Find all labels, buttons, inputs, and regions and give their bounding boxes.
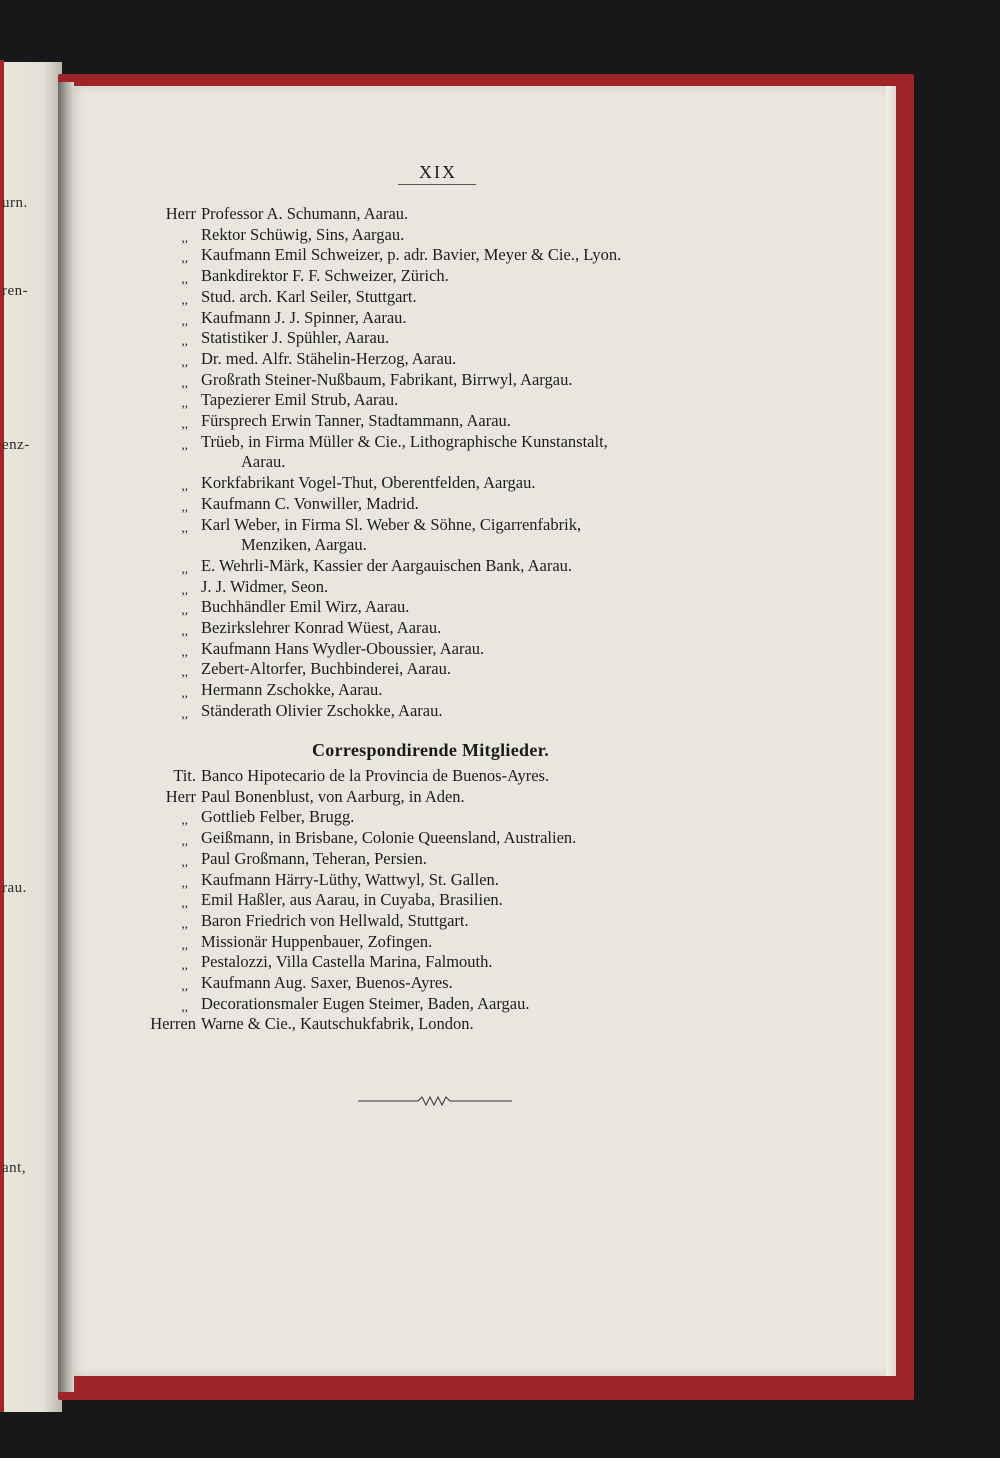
previous-page-fragment: urn. [2, 195, 28, 211]
entry-label: ,, [181, 664, 188, 680]
entry-label: ,, [181, 978, 188, 993]
entry-label: ,, [181, 353, 188, 369]
entry-text: Pestalozzi, Villa Castella Marina, Falmouth. [201, 952, 493, 972]
entry-label: ,, [181, 436, 188, 452]
entry-continuation: Aarau. [241, 452, 286, 472]
entry-label: ,, [181, 936, 188, 952]
entry-text: Kaufmann Emil Schweizer, p. adr. Bavier, Meyer & Cie., Lyon. [201, 245, 622, 265]
entry-label: ,, [181, 478, 188, 494]
entry-text: Kaufmann Aug. Saxer, Buenos-Ayres. [201, 973, 453, 992]
entry-text: Kaufmann Härry-Lüthy, Wattwyl, St. Gallen. [201, 869, 499, 889]
closing-ornament [358, 1093, 512, 1109]
entry-continuation: Menziken, Aargau. [241, 535, 367, 555]
entry-text: Ständerath Olivier Zschokke, Aarau. [201, 700, 443, 720]
entry-text: Korkfabrikant Vogel-Thut, Oberentfelden, Aargau. [201, 473, 536, 493]
entry-text: Stud. arch. Karl Seiler, Stuttgart. [201, 286, 417, 306]
entry-label: ,, [181, 229, 188, 245]
entry-label: ,, [181, 333, 188, 349]
entry-text: Karl Weber, in Firma Sl. Weber & Söhne, Cigarrenfabrik, [201, 514, 582, 534]
entry-label: ,, [181, 998, 188, 1014]
entry-label: ,, [181, 271, 188, 287]
entry-text: Emil Haßler, aus Aarau, in Cuyaba, Brasilien. [201, 890, 503, 910]
entry-text: Kaufmann J. J. Spinner, Aarau. [201, 307, 407, 327]
entry-label: ,, [181, 685, 188, 701]
section-heading: Correspondirende Mitglieder. [312, 740, 550, 760]
entry-label: ,, [181, 395, 188, 411]
entry-text: Kaufmann Hans Wydler-Oboussier, Aarau. [201, 638, 485, 658]
entry-label: ,, [181, 519, 188, 535]
entry-label: ,, [181, 643, 188, 659]
entry-label: ,, [181, 623, 188, 638]
entry-text: Tapezierer Emil Strub, Aarau. [201, 390, 399, 410]
entry-text: Paul Bonenblust, von Aarburg, in Aden. [201, 786, 465, 806]
entry-text: Großrath Steiner-Nußbaum, Fabrikant, Birrwyl, Aargau. [201, 369, 573, 389]
entry-label: ,, [181, 874, 188, 890]
entry-text: Bezirkslehrer Konrad Wüest, Aarau. [201, 618, 442, 637]
entry-text: Rektor Schüwig, Sins, Aargau. [201, 224, 405, 244]
previous-page-fragment: ant, [2, 1160, 27, 1176]
entry-label: Tit. [173, 766, 196, 785]
page-number: XIX [419, 162, 457, 182]
entry-label: ,, [181, 291, 188, 307]
entry-label: ,, [181, 312, 188, 328]
entry-text: Geißmann, in Brisbane, Colonie Queensland, Australien. [201, 828, 577, 848]
entry-label: ,, [181, 602, 188, 618]
entry-text: Statistiker J. Spühler, Aarau. [201, 328, 390, 348]
entry-label: ,, [181, 250, 188, 266]
entry-text: Kaufmann C. Vonwiller, Madrid. [201, 493, 419, 513]
entry-text: Trüeb, in Firma Müller & Cie., Lithographische Kunstanstalt, [201, 431, 608, 451]
entry-label: ,, [181, 705, 188, 721]
entry-label: ,, [181, 957, 188, 973]
entry-label: ,, [181, 374, 188, 390]
entry-label: ,, [181, 581, 188, 597]
entry-text: Professor A. Schumann, Aarau. [201, 204, 409, 223]
entry-label: ,, [181, 498, 188, 514]
left-binding-edge [0, 60, 4, 1412]
entry-text: Buchhändler Emil Wirz, Aarau. [201, 597, 410, 617]
entry-label: ,, [181, 812, 188, 828]
entry-label: Herr [165, 204, 196, 223]
entry-text: Zebert-Altorfer, Buchbinderei, Aarau. [201, 659, 451, 679]
page-gutter [58, 82, 74, 1392]
page [70, 86, 890, 1376]
entry-label: ,, [181, 895, 188, 911]
entry-text: Decorationsmaler Eugen Steimer, Baden, Aargau. [201, 993, 530, 1013]
entry-text: Baron Friedrich von Hellwald, Stuttgart. [201, 910, 469, 930]
entry-text: Dr. med. Alfr. Stähelin-Herzog, Aarau. [201, 348, 457, 368]
entry-label: ,, [181, 560, 188, 576]
entry-text: Paul Großmann, Teheran, Persien. [201, 848, 427, 868]
previous-page [0, 62, 62, 1412]
entry-text: Hermann Zschokke, Aarau. [201, 680, 383, 700]
entry-label: Herr [165, 786, 196, 806]
entry-label: ,, [181, 416, 188, 431]
entry-text: Banco Hipotecario de la Provincia de Buenos-Ayres. [201, 766, 550, 785]
entry-text: J. J. Widmer, Seon. [201, 576, 329, 596]
previous-page-fragment: ren- [2, 283, 29, 299]
entry-label: ,, [181, 833, 188, 849]
entry-text: Gottlieb Felber, Brugg. [201, 807, 355, 827]
page-number-rule [398, 184, 476, 185]
entry-text: Missionär Huppenbauer, Zofingen. [201, 931, 433, 951]
entry-text: Warne & Cie., Kautschukfabrik, London. [201, 1014, 474, 1034]
entry-label: ,, [181, 915, 188, 931]
entry-label: Herren [150, 1014, 196, 1034]
entry-text: E. Wehrli-Märk, Kassier der Aargauischen Bank, Aarau. [201, 555, 573, 575]
entry-text: Bankdirektor F. F. Schweizer, Zürich. [201, 266, 449, 286]
entry-text: Fürsprech Erwin Tanner, Stadtammann, Aarau. [201, 411, 511, 430]
entry-label: ,, [181, 853, 188, 869]
previous-page-fragment: enz- [2, 437, 30, 453]
previous-page-fragment: rau. [2, 880, 27, 896]
page-edge [886, 86, 896, 1376]
